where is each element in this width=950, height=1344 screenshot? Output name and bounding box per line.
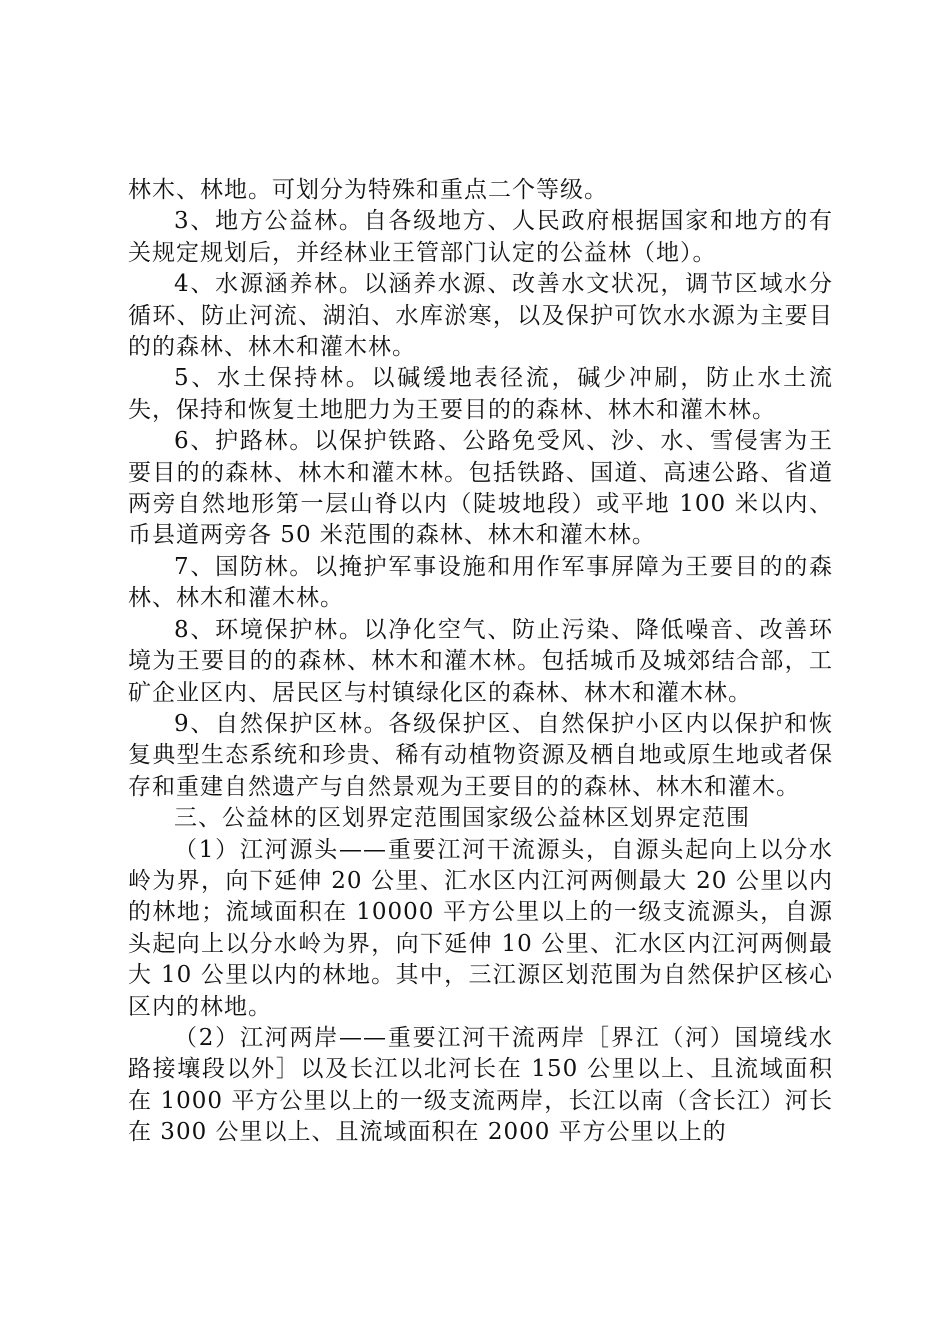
document-body	[128, 175, 833, 1149]
paragraph-road-protection-forest: 6、护路林。以保护铁路、公路免受风、沙、水、雪侵害为王要目的的森林、林木和灌木林。包括铁路、国道、高速公路、省道两旁自然地形第一层山脊以内（陡坡地段）或平地 100 米以内、币县道两旁各 50 米范围的森林、林木和灌木林。	[128, 428, 833, 549]
paragraph-nature-reserve-forest: 9、自然保护区林。各级保护区、自然保护小区内以保护和恢复典型生态系统和珍贵、稀有动植物资源及栖自地或原生地或者保存和重建自然遗产与自然景观为王要目的的森林、林木和灌木。	[128, 710, 833, 800]
paragraph-river-banks: （2）江河两岸——重要江河干流两岸［界江（河）国境线水路接壤段以外］以及长江以北河长在 150 公里以上、且流域面积在 1000 平方公里以上的一级支流两岸，长江以南（含长江）河长在 300 公里以上、且流域面积在 2000 平方公里以上的	[128, 1024, 833, 1146]
paragraph-soil-conservation-forest: 5、水土保持林。以碱缓地表径流，碱少冲刷，防止水土流失，保持和恢复土地肥力为王要目的的森林、林木和灌木林。	[128, 365, 833, 423]
paragraph-water-conservation-forest: 4、水源涵养林。以涵养水源、改善水文状况，调节区域水分循环、防止河流、湖泊、水库淤寒，以及保护可饮水水源为主要目的的森林、林木和灌木林。	[128, 271, 833, 361]
paragraph-river-source: （1）江河源头——重要江河干流源头，自源头起向上以分水岭为界，向下延伸 20 公里、汇水区内江河两侧最大 20 公里以内的林地；流域面积在 10000 平方公里以上的一级支流源头，自源头起向上以分水岭为界，向下延伸 10 公里、汇水区内江河两侧最大 10 公里以内的林地。其中，三江源区划范围为自然保护区核心区内的林地。	[128, 836, 833, 1020]
section-heading: 三、公益林的区划界定范围国家级公益林区划界定范围	[174, 805, 750, 832]
paragraph-national-defense-forest: 7、国防林。以掩护军事设施和用作军事屏障为王要目的的森林、林木和灌木林。	[128, 553, 833, 612]
paragraph-local-public-forest: 3、地方公益林。自各级地方、人民政府根据国家和地方的有关规定规划后，并经林业王管部门认定的公益林（地）。	[128, 208, 833, 266]
paragraph-environmental-protection-forest: 8、环境保护林。以净化空气、防止污染、降低噪音、改善环境为王要目的的森林、林木和灌木林。包括城币及城郊结合部，工矿企业区内、居民区与村镇绿化区的森林、林木和灌木林。	[128, 616, 833, 706]
paragraph-continuation: 林木、林地。可划分为特殊和重点二个等级。	[128, 177, 608, 203]
